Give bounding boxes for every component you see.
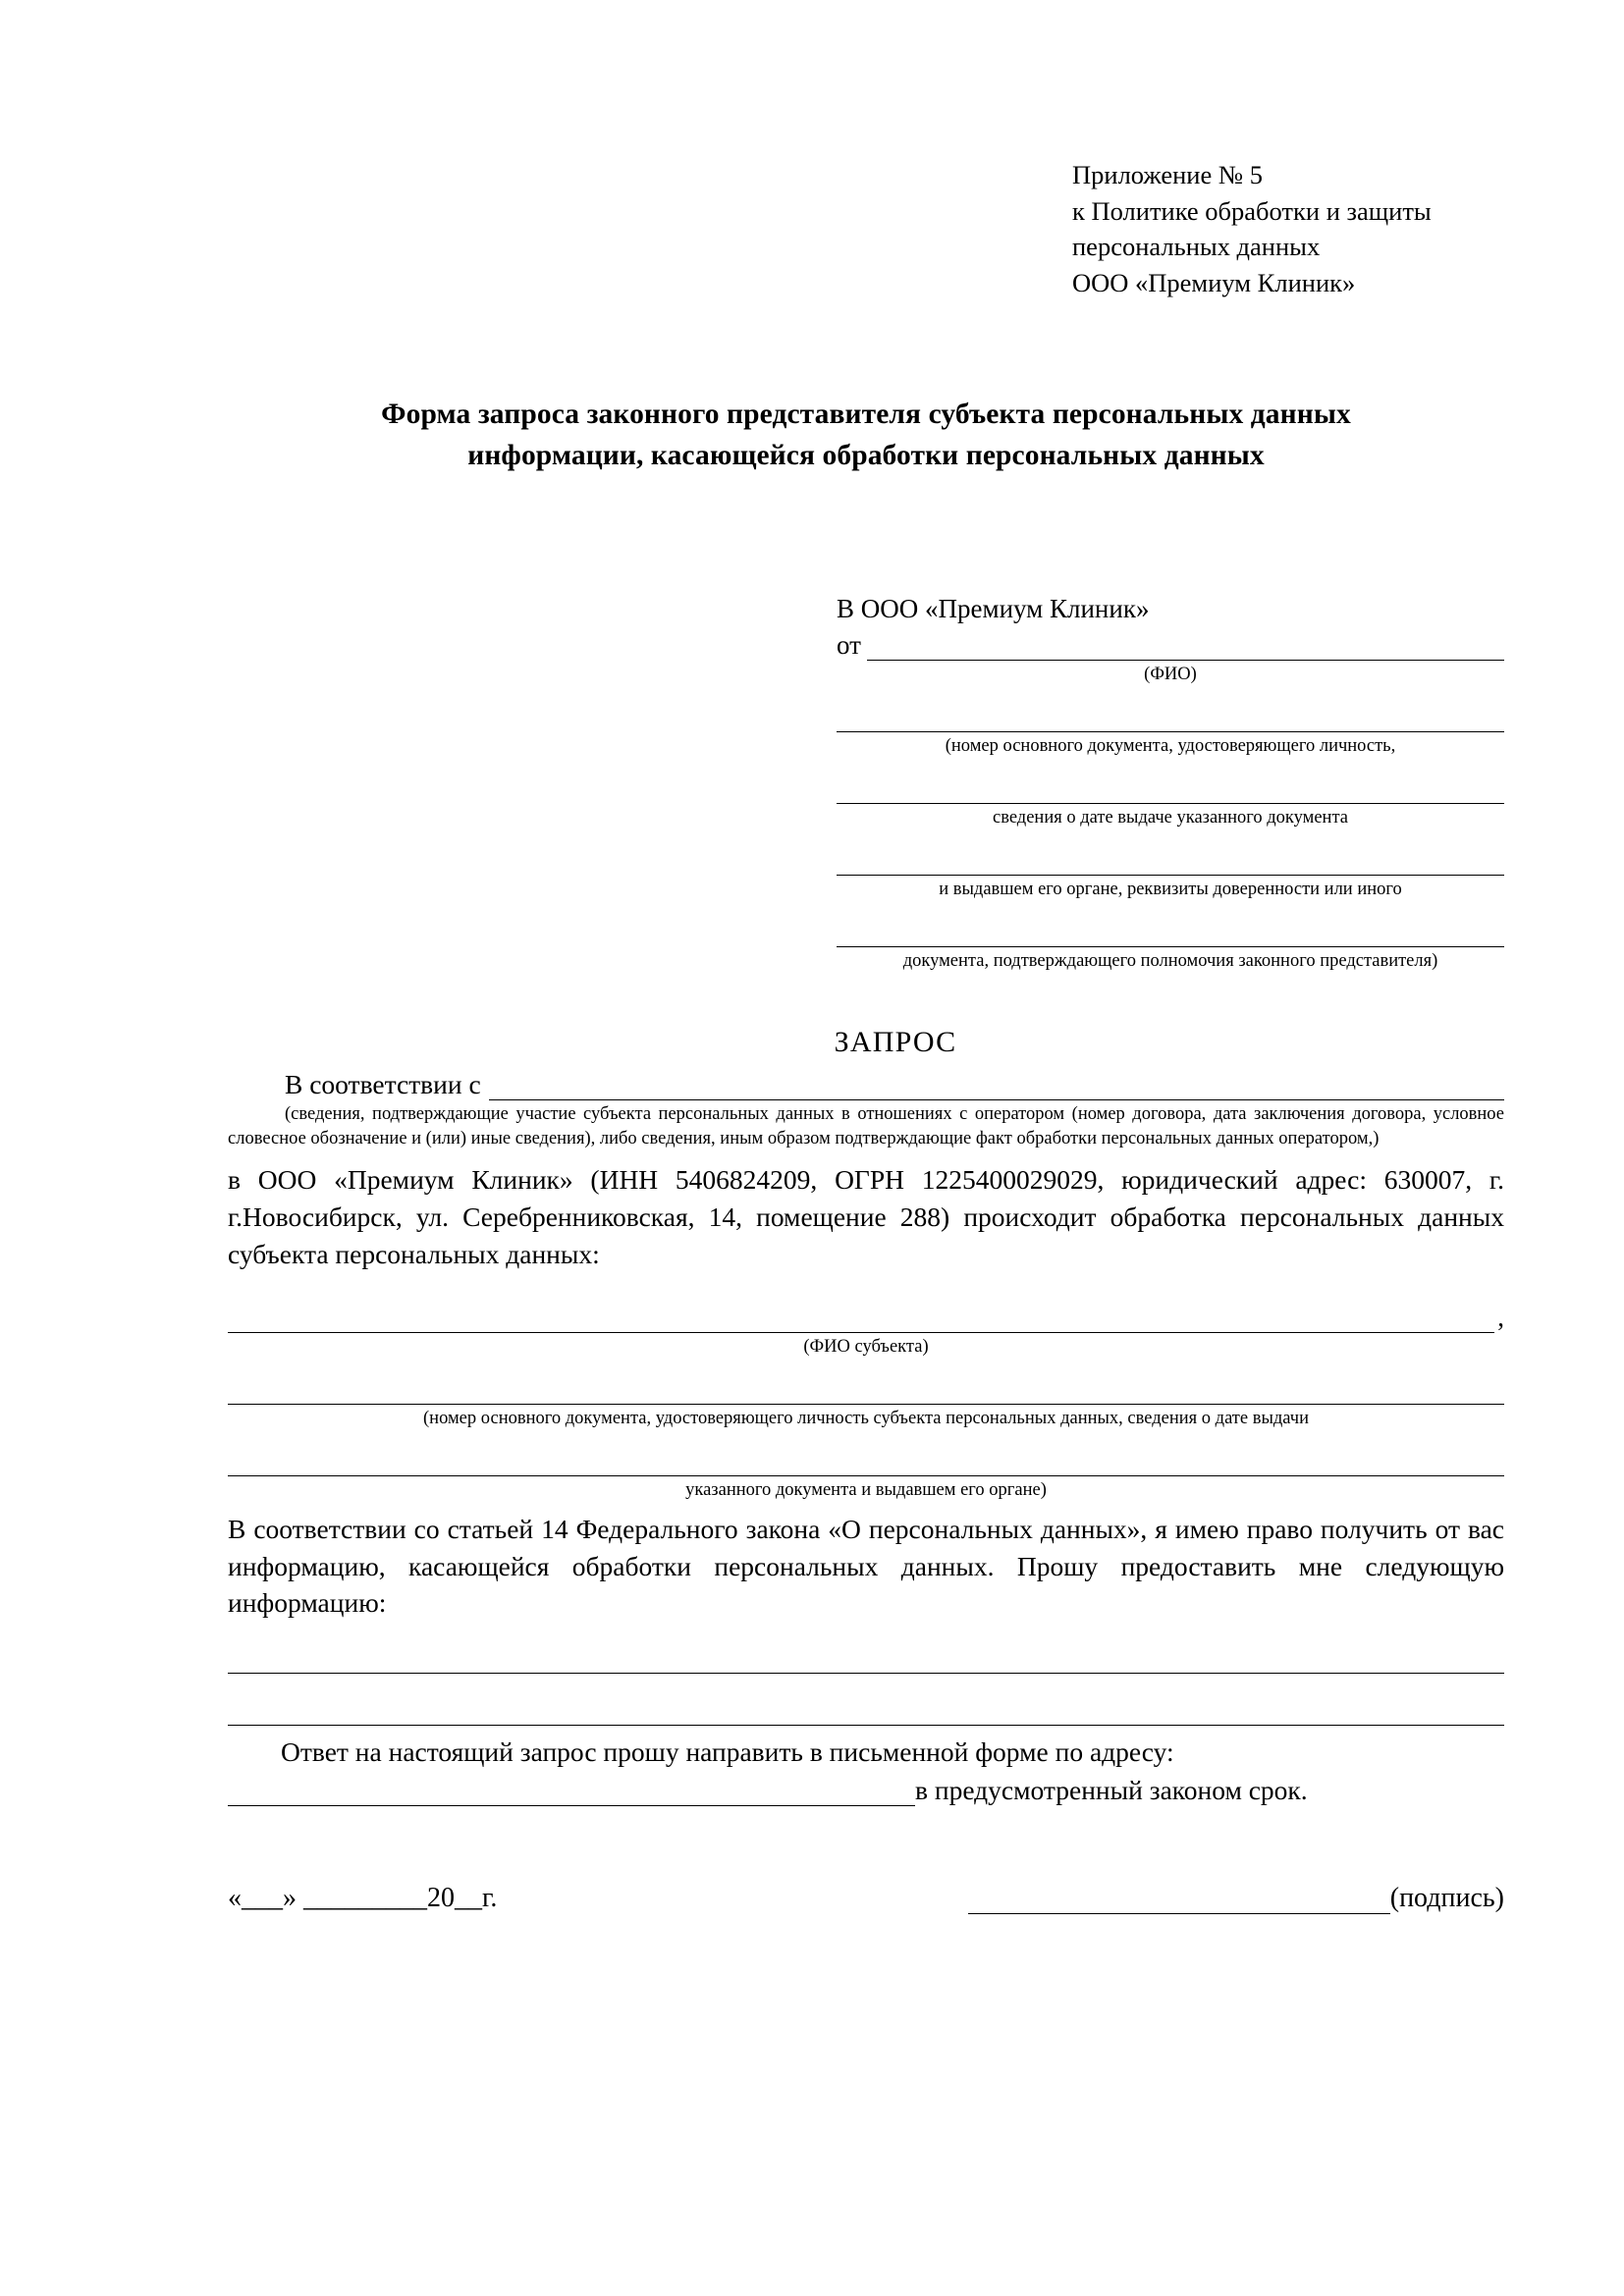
addressee-organization: В ООО «Премиум Клиник» bbox=[837, 593, 1150, 623]
accordance-input-line[interactable] bbox=[489, 1074, 1504, 1100]
caption-subject-doc2: указанного документа и выдавшем его органе) bbox=[685, 1480, 1047, 1501]
subject-doc2-input-line[interactable] bbox=[228, 1446, 1504, 1476]
request-heading: ЗАПРОС bbox=[834, 1026, 957, 1059]
caption-doc-authority: документа, подтверждающего полномочия законного представителя) bbox=[902, 951, 1438, 972]
caption-doc-number: (номер основного документа, удостоверяющего личность, bbox=[945, 735, 1396, 756]
subject-fio-row bbox=[228, 1303, 1504, 1333]
signature-label: (подпись) bbox=[1389, 1883, 1504, 1914]
answer-address-row bbox=[228, 1775, 1504, 1806]
subject-fio-input-line[interactable] bbox=[228, 1307, 1494, 1333]
caption-fio: (ФИО) bbox=[1144, 664, 1197, 684]
accordance-row bbox=[228, 1069, 1504, 1100]
law-paragraph: В соответствии со статьей 14 Федерального закона «О персональных данных», я имею право получить от вас информацию, касающейся обработки персональных данных. Прошу предоставить мне следующую информацию: bbox=[228, 1513, 1504, 1619]
doc-authority-input-line[interactable] bbox=[837, 917, 1504, 947]
from-field-row bbox=[837, 630, 1504, 661]
subject-doc-input-line[interactable] bbox=[228, 1374, 1504, 1405]
appendix-line-1: Приложение № 5 bbox=[1072, 160, 1264, 189]
subject-fio-comma: , bbox=[1497, 1303, 1504, 1333]
appendix-line-2: к Политике обработки и защиты bbox=[1072, 195, 1432, 226]
answer-address-tail: в предусмотренный законом срок. bbox=[915, 1775, 1308, 1806]
caption-subject-doc: (номер основного документа, удостоверяющего личность субъекта персональных данных, сведения о дате выдачи bbox=[423, 1409, 1309, 1429]
signature-input-line[interactable] bbox=[968, 1888, 1390, 1914]
addressee-block bbox=[837, 594, 1504, 974]
operator-paragraph: в ООО «Премиум Клиник» (ИНН 5406824209, ОГРН 1225400029029, юридический адрес: 630007, г. г.Новосибирск, ул. Серебренниковская, 14, помещение 288) происходит обработка персональных данных субъекта персональных данных: bbox=[228, 1164, 1504, 1270]
accordance-label: В соответствии с bbox=[285, 1069, 481, 1100]
answer-paragraph: Ответ на настоящий запрос прошу направить в письменной форме по адресу: bbox=[281, 1736, 1174, 1768]
page-title-line-1: Форма запроса законного представителя субъекта персональных данных bbox=[381, 399, 1351, 431]
signature-row bbox=[228, 1883, 1504, 1914]
from-label: от bbox=[837, 629, 861, 660]
page-title bbox=[228, 395, 1504, 476]
doc-number-input-line[interactable] bbox=[837, 702, 1504, 732]
appendix-header bbox=[1072, 157, 1504, 300]
caption-accordance: (сведения, подтверждающие участие субъекта персональных данных в отношениях с оператором (номер договора, дата заключения договора, условное словесное обозначение и (или) иные сведения), либо сведения, иным образом подтверждающие факт обработки персональных данных оператором,) bbox=[228, 1104, 1504, 1149]
appendix-line-4: ООО «Премиум Клиник» bbox=[1072, 267, 1356, 297]
caption-doc-issuer: и выдавшем его органе, реквизиты доверенности или иного bbox=[939, 880, 1402, 900]
requested-info-line-2[interactable] bbox=[228, 1695, 1504, 1726]
from-input-line[interactable] bbox=[867, 634, 1504, 661]
caption-subject-fio: (ФИО субъекта) bbox=[803, 1337, 929, 1358]
doc-date-input-line[interactable] bbox=[837, 774, 1504, 804]
date-field[interactable]: «___» _________20__г. bbox=[228, 1883, 498, 1914]
answer-address-input-line[interactable] bbox=[228, 1780, 915, 1806]
requested-info-line-1[interactable] bbox=[228, 1643, 1504, 1674]
page-title-line-2: информации, касающейся обработки персональных данных bbox=[467, 439, 1265, 471]
doc-issuer-input-line[interactable] bbox=[837, 845, 1504, 876]
caption-doc-date: сведения о дате выдаче указанного документа bbox=[993, 808, 1348, 828]
document-content bbox=[228, 157, 1504, 1914]
appendix-line-3: персональных данных bbox=[1072, 232, 1321, 262]
